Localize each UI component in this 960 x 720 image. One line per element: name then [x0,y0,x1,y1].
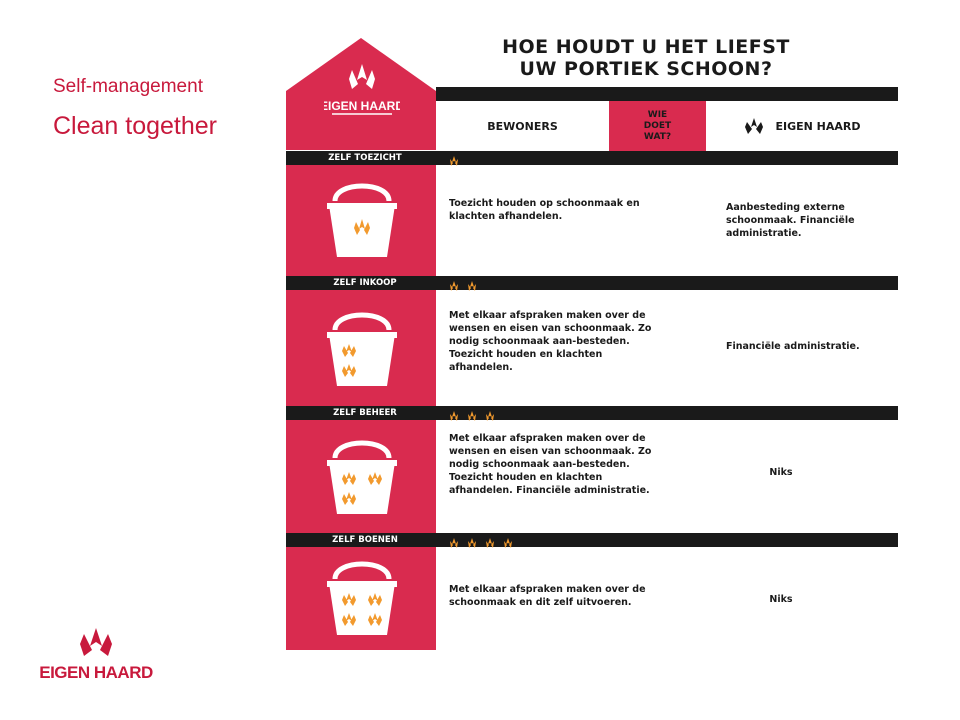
level-drops [449,408,495,418]
row-label: ZELF INKOOP [333,278,397,288]
house-logo-text: EIGEN HAARD [324,99,400,113]
row-zelf-beheer [286,406,898,533]
drop-icon [449,153,459,163]
poster-title [466,36,826,80]
eigen-haard-icon [743,118,765,134]
house-logo [324,58,400,128]
row-label: ZELF BEHEER [333,408,397,418]
header-who-line3: WAT? [643,131,672,142]
poster-title-line1: HOE HOUDT U HET LIEFST [502,36,790,58]
drop-icon [467,278,477,288]
row-bar [286,533,898,547]
drop-icon [449,408,459,418]
column-headers [436,101,898,151]
row-zelf-toezicht [286,151,898,276]
drop-icon [467,408,477,418]
slide-title: Clean together [53,112,218,140]
slide-subtitle: Self-management [53,76,203,97]
eigen-haard-text: Niks [769,594,793,605]
eigen-haard-logo-icon [80,628,112,656]
residents-text: Met elkaar afspraken maken over de wensen en eisen van schoonmaak. Zo nodig schoonmaak aan-besteden. Toezicht houden en klachten afhandelen. Financiële administratie. [449,433,652,496]
bucket-icon [321,432,403,522]
bucket-icon [321,553,403,643]
residents-text: Met elkaar afspraken maken over de schoonmaak en dit zelf uitvoeren. [449,584,646,608]
eigen-haard-text: Financiële administratie. [726,341,860,352]
row-bucket-panel [286,547,436,650]
eigen-haard-text: Niks [769,467,793,478]
row-bucket-panel [286,165,436,276]
house-logo-icon [349,64,375,89]
row-zelf-boenen [286,533,898,650]
header-residents: BEWONERS [487,119,558,133]
row-zelf-inkoop [286,276,898,406]
header-who-line2: DOET [643,120,672,131]
row-bucket-panel [286,290,436,406]
header-eigen-haard-label: EIGEN HAARD [775,119,861,133]
row-bar [286,276,898,290]
row-label: ZELF BOENEN [332,535,398,545]
drop-icon [467,535,477,545]
drop-icon [485,408,495,418]
header-who-line1: WIE [647,109,668,120]
infographic-poster [286,0,898,650]
header-eigen-haard [706,101,898,151]
bucket-icon [321,304,403,394]
row-label: ZELF TOEZICHT [328,153,402,163]
level-drops [449,153,459,163]
poster-title-line2: UW PORTIEK SCHOON? [519,58,773,80]
drop-icon [449,278,459,288]
row-bucket-panel [286,420,436,533]
level-drops [449,278,477,288]
residents-text: Toezicht houden op schoonmaak en klachten afhandelen. [449,198,640,222]
residents-text: Met elkaar afspraken maken over de wensen en eisen van schoonmaak. Zo nodig schoonmaak aan-besteden. Toezicht houden en klachten afhandelen. [449,310,652,373]
eigen-haard-text: Aanbesteding externe schoonmaak. Financiële administratie. [726,202,855,239]
bucket-icon [321,175,403,265]
drop-icon [503,535,513,545]
row-bar [286,406,898,420]
top-divider [436,87,898,101]
header-who-does-what [609,101,706,151]
eigen-haard-logo-text: EIGEN HAARD [39,663,153,682]
row-bar [286,151,898,165]
eigen-haard-logo [30,614,162,704]
level-drops [449,535,513,545]
drop-icon [485,535,495,545]
drop-icon [449,535,459,545]
